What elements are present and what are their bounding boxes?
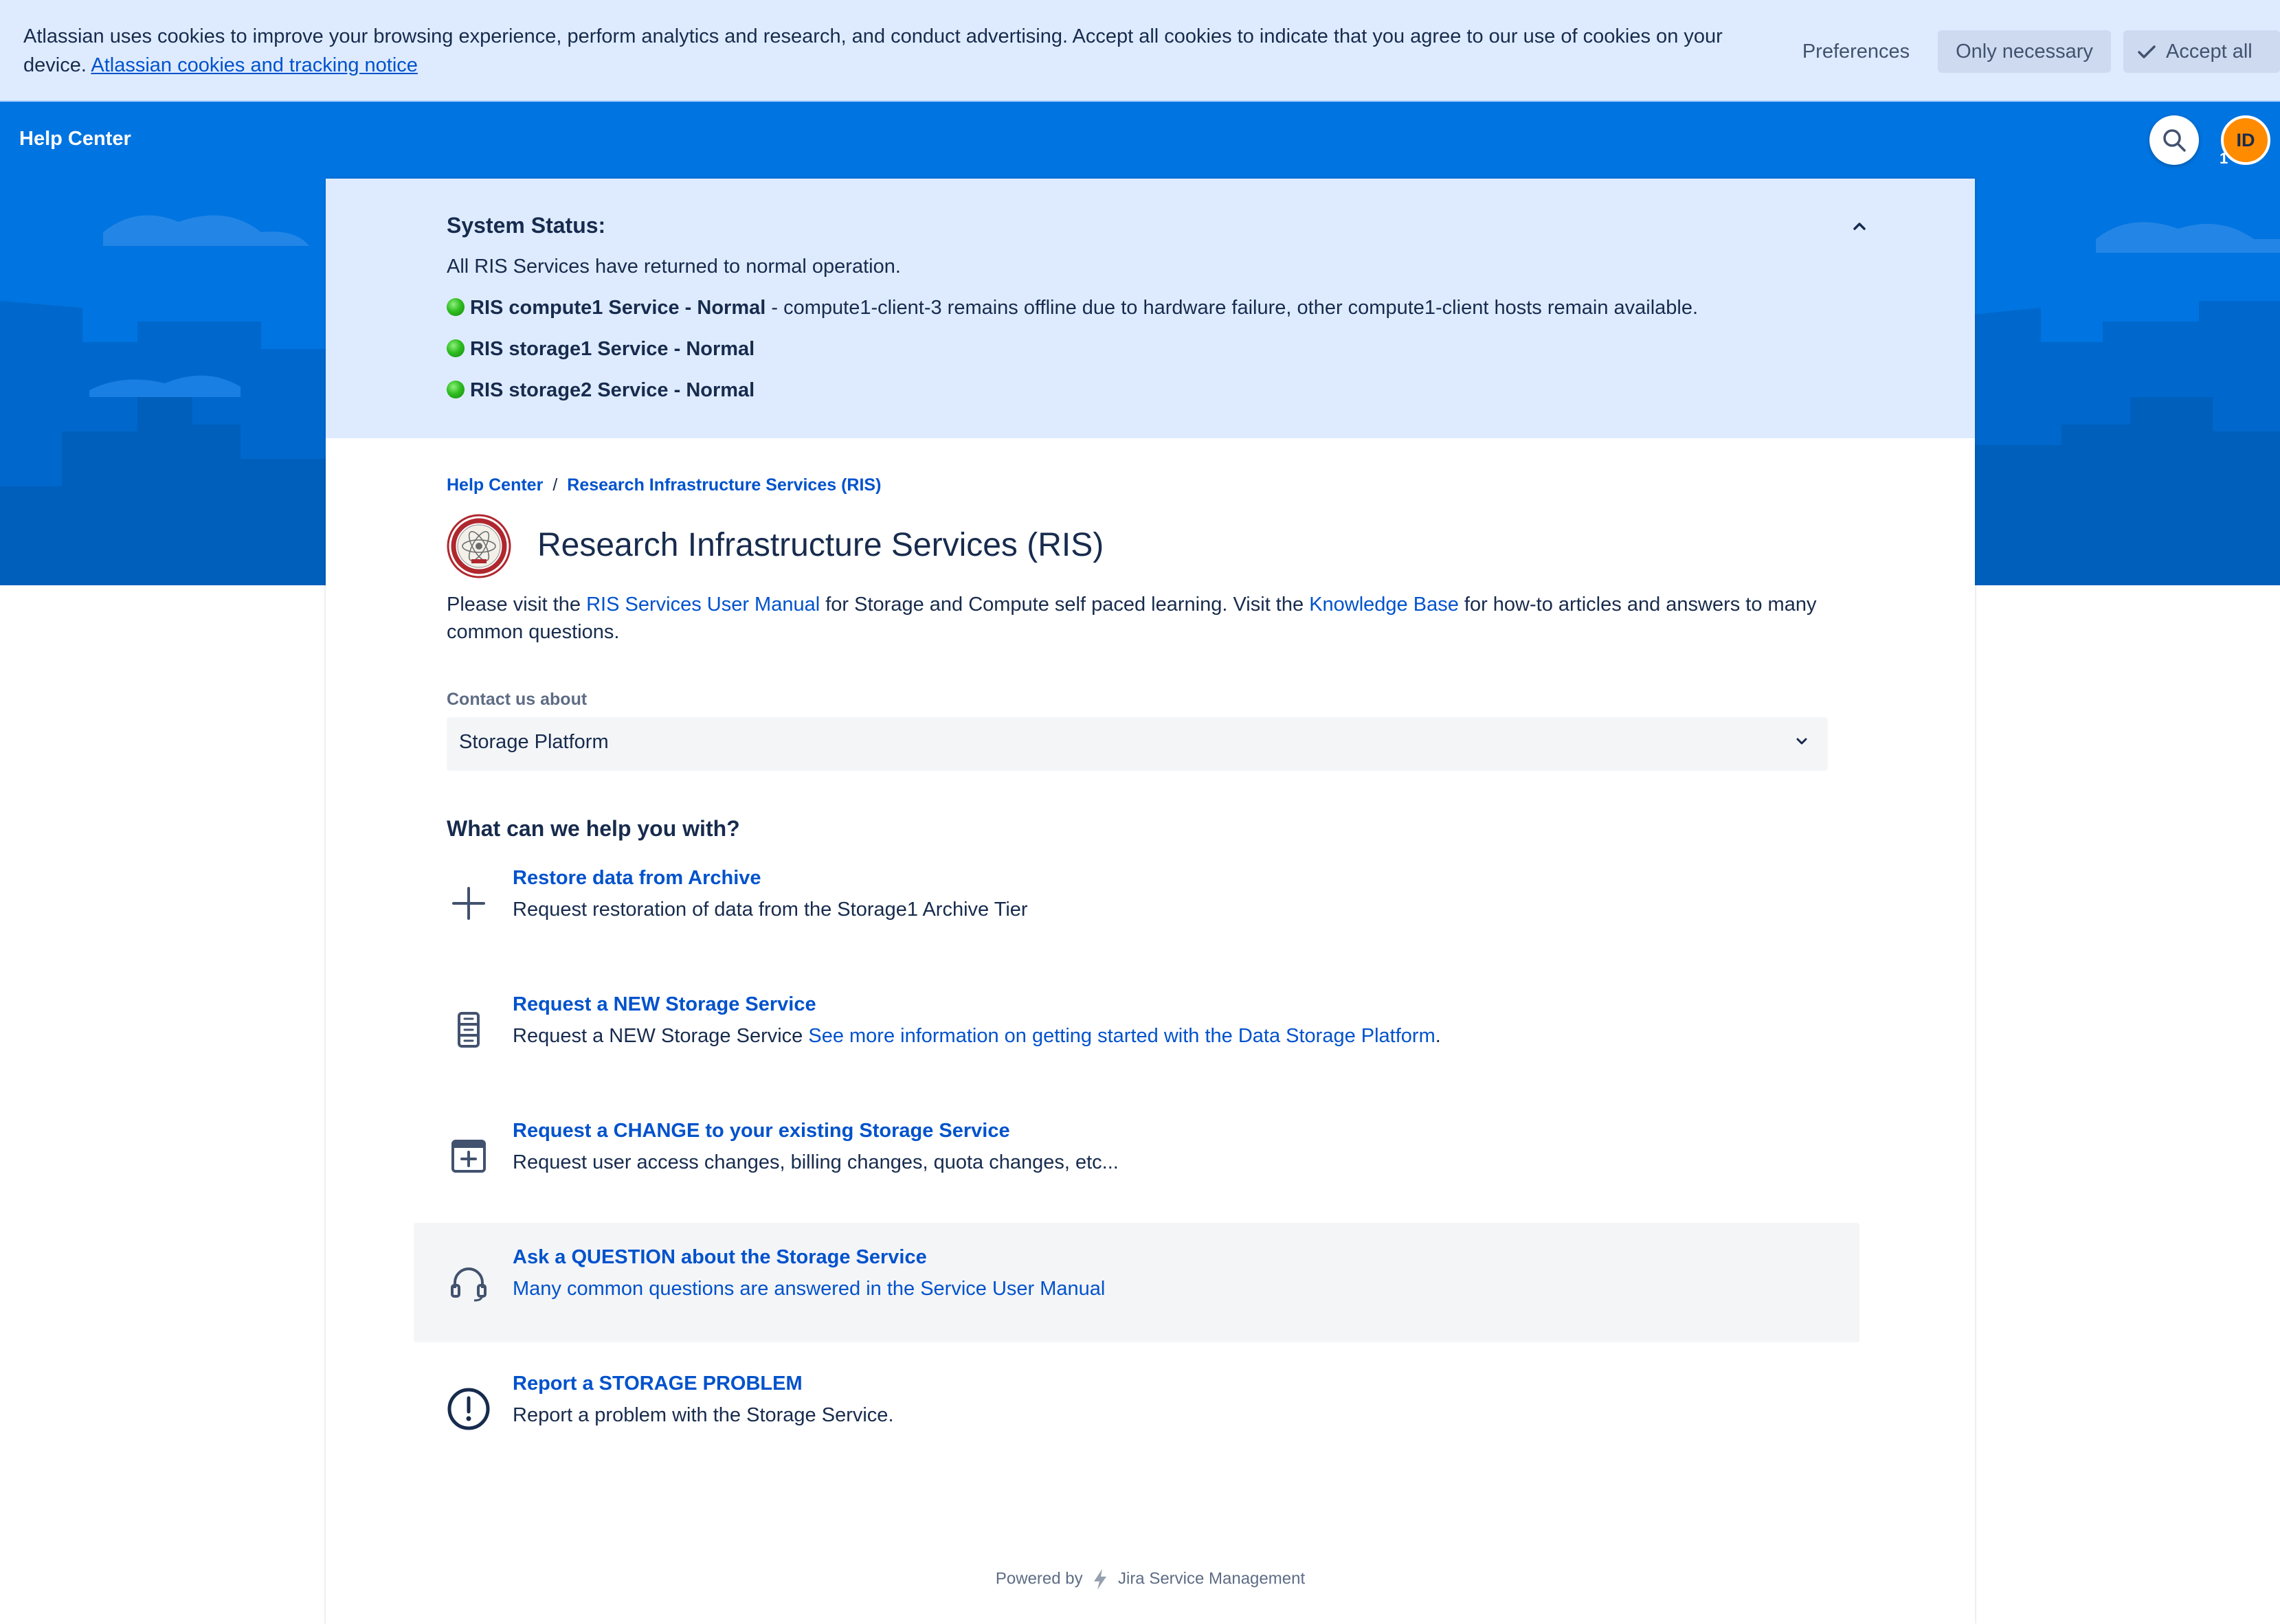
request-type-restore-archive[interactable] [414, 844, 1859, 963]
request-type-desc-text: Request a NEW Storage Service [513, 1025, 809, 1047]
status-service-note: - compute1-client-3 remains offline due to hardware failure, other compute1-client hosts remain available. [765, 297, 1699, 319]
page-title: Research Infrastructure Services (RIS) [537, 527, 1104, 563]
accept-all-label: Accept all [2166, 41, 2253, 63]
check-icon [2137, 44, 2156, 60]
breadcrumb [447, 475, 881, 495]
request-type-title[interactable]: Restore data from Archive [513, 867, 761, 889]
headset-icon [444, 1258, 493, 1307]
knowledge-base-link[interactable]: Knowledge Base [1309, 594, 1459, 616]
request-type-desc-text: Report a problem with the Storage Service. [513, 1404, 894, 1426]
exclamation-circle-icon [444, 1384, 493, 1434]
intro-text: for Storage and Compute self paced learning. Visit the [820, 594, 1310, 616]
status-service-name: RIS compute1 Service - Normal [470, 297, 766, 319]
add-window-icon [444, 1131, 493, 1181]
status-ok-icon [447, 381, 465, 398]
cookie-text [23, 22, 1755, 80]
getting-started-link[interactable]: See more information on getting started with the Data Storage Platform [808, 1025, 1435, 1047]
request-type-ask-question[interactable] [414, 1223, 1859, 1342]
avatar-badge: 1 [2220, 150, 2228, 167]
request-type-desc-suffix: . [1435, 1025, 1441, 1047]
request-type-report-problem[interactable] [414, 1349, 1859, 1469]
help-heading: What can we help you with? [447, 816, 740, 841]
portal-card [326, 179, 1975, 1624]
status-item-storage2 [447, 379, 755, 402]
breadcrumb-separator: / [552, 475, 558, 495]
server-icon [444, 1005, 493, 1055]
accept-all-button[interactable] [2123, 30, 2280, 73]
request-type-description [513, 1151, 1119, 1174]
contact-us-selected-value: Storage Platform [459, 731, 609, 753]
cookie-banner [0, 0, 2280, 102]
avatar[interactable]: ID [2221, 115, 2270, 165]
only-necessary-button[interactable]: Only necessary [1938, 30, 2111, 73]
ris-logo [447, 514, 511, 578]
user-manual-hint[interactable]: Many common questions are answered in the Service User Manual [513, 1278, 1106, 1300]
search-button[interactable] [2149, 115, 2199, 165]
request-type-description [513, 1404, 894, 1427]
status-service-name: RIS storage2 Service - Normal [470, 379, 755, 401]
status-item-storage1 [447, 338, 755, 361]
preferences-button[interactable]: Preferences [1802, 41, 1910, 63]
plus-icon [444, 879, 493, 928]
portal-intro [447, 591, 1855, 646]
status-ok-icon [447, 339, 465, 357]
chevron-down-icon [1795, 736, 1809, 746]
request-type-description [513, 1278, 1105, 1300]
user-manual-link[interactable]: RIS Services User Manual [586, 594, 820, 616]
status-service-name: RIS storage1 Service - Normal [470, 338, 755, 360]
request-type-new-storage[interactable] [414, 970, 1859, 1090]
request-type-title[interactable]: Request a NEW Storage Service [513, 993, 816, 1015]
contact-us-select[interactable] [447, 717, 1828, 771]
status-item-compute1 [447, 297, 1698, 319]
request-type-title[interactable]: Report a STORAGE PROBLEM [513, 1373, 803, 1395]
system-status-title: System Status: [447, 213, 606, 238]
request-type-description [513, 899, 1028, 921]
footer [326, 1568, 1975, 1591]
search-icon [2160, 126, 2188, 154]
request-type-title[interactable]: Request a CHANGE to your existing Storage Service [513, 1120, 1010, 1142]
request-type-description [513, 1025, 1441, 1048]
breadcrumb-help-center[interactable]: Help Center [447, 475, 544, 495]
cookie-message: Atlassian uses cookies to improve your browsing experience, perform analytics and research, and conduct advertising. Accept all cookies to indicate that you agree to our use of cookies on your device. [23, 25, 1723, 76]
status-ok-icon [447, 298, 465, 316]
request-type-title[interactable]: Ask a QUESTION about the Storage Service [513, 1246, 927, 1268]
contact-us-label: Contact us about [447, 690, 588, 709]
intro-text: Please visit the [447, 594, 587, 616]
status-summary: All RIS Services have returned to normal operation. [447, 256, 901, 278]
help-center-title[interactable]: Help Center [19, 128, 131, 150]
system-status-panel [326, 179, 1975, 438]
jira-service-management-link[interactable]: Jira Service Management [1117, 1569, 1306, 1588]
cookie-notice-link[interactable]: Atlassian cookies and tracking notice [91, 54, 418, 76]
request-type-desc-text: Request restoration of data from the Storage1 Archive Tier [513, 899, 1028, 921]
powered-by-text: Powered by [995, 1569, 1083, 1588]
breadcrumb-ris[interactable]: Research Infrastructure Services (RIS) [567, 475, 882, 495]
chevron-up-icon[interactable] [1853, 221, 1866, 231]
request-type-change-storage[interactable] [414, 1096, 1859, 1216]
request-type-desc-text: Request user access changes, billing changes, quota changes, etc... [513, 1151, 1119, 1173]
lightning-icon [1091, 1568, 1109, 1591]
intro-text: for how-to articles and answers to many common questions. [447, 594, 1817, 643]
